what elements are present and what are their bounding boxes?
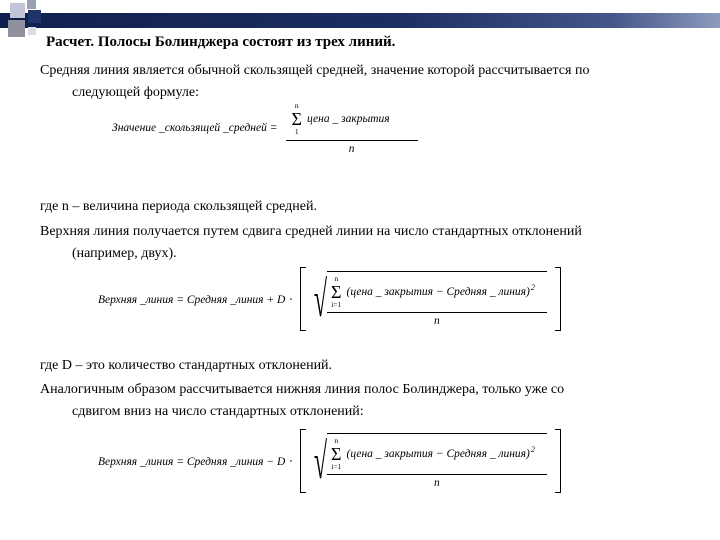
sigma-symbol: Σ [291,109,302,130]
paragraph-middle-band-intro [40,60,700,104]
header-bar [0,13,720,28]
paragraph-line: где D – это количество стандартных отклонений. [40,358,333,373]
sqrt-symbol: √ [313,435,328,491]
numerator [286,102,418,141]
fraction [327,433,547,489]
square-root [311,428,550,494]
sum-symbol [331,275,341,310]
sigma-symbol: Σ [331,444,342,465]
paragraph-d-definition [40,355,700,377]
sum-term: цена _ закрытия [306,113,390,126]
deco-square-3 [28,10,41,23]
denominator: n [348,142,355,155]
numerator [327,275,547,313]
paragraph-line: Верхняя линия получается путем сдвига средней линии на число стандартных отклонений [40,224,582,239]
sum-upper-limit: n [334,436,339,445]
sum-upper-limit: n [294,101,299,110]
denominator: n [434,314,440,327]
paragraph-line: (например, двух). [72,246,177,261]
sum-symbol [292,102,302,137]
formula-lhs: Верхняя _линия = Средняя _линия − D ⋅ [98,455,292,468]
deco-square-1 [10,3,25,18]
paragraph-upper-band-intro [40,221,720,265]
sigma-symbol: Σ [331,282,342,303]
right-bracket [555,429,561,493]
sum-term: (цена _ закрытия − Средняя _ линия) [346,448,530,461]
sum-upper-limit: n [334,274,339,283]
left-bracket [300,267,306,331]
paragraph-line: следующей формуле: [72,85,199,100]
fraction [286,102,418,155]
paragraph-lower-band-intro [40,379,700,423]
formula-lhs: Значение _скользящей _средней = [112,122,278,135]
denominator: n [434,476,440,489]
left-bracket [300,429,306,493]
numerator [327,437,547,475]
deco-square-4 [8,20,25,37]
formula-middle-band [112,102,418,155]
deco-square-5 [28,27,36,35]
sum-symbol [331,437,341,472]
sum-lower-limit: 1 [294,127,299,137]
slide-title: Расчет. Полосы Болинджера состоят из трех линий. [46,34,396,50]
exponent: 2 [530,282,535,292]
deco-square-2 [27,0,36,9]
sqrt-symbol: √ [313,273,328,329]
paragraph-n-definition [40,196,700,218]
square-root [311,266,550,332]
paragraph-line: Средняя линия является обычной скользящей средней, значение которой рассчитывается по [40,63,590,78]
sum-lower-limit: i=1 [331,462,342,472]
formula-lhs: Верхняя _линия = Средняя _линия + D ⋅ [98,293,292,306]
paragraph-line: Аналогичным образом рассчитывается нижняя линия полос Болинджера, только уже со [40,382,565,397]
paragraph-line: сдвигом вниз на число стандартных отклонений: [72,404,364,419]
sum-lower-limit: i=1 [331,300,342,310]
sum-term: (цена _ закрытия − Средняя _ линия) [346,286,530,299]
fraction [327,271,547,327]
formula-upper-band [98,266,561,332]
formula-lower-band [98,428,561,494]
paragraph-line: где n – величина периода скользящей средней. [40,199,317,214]
right-bracket [555,267,561,331]
exponent: 2 [530,444,535,454]
